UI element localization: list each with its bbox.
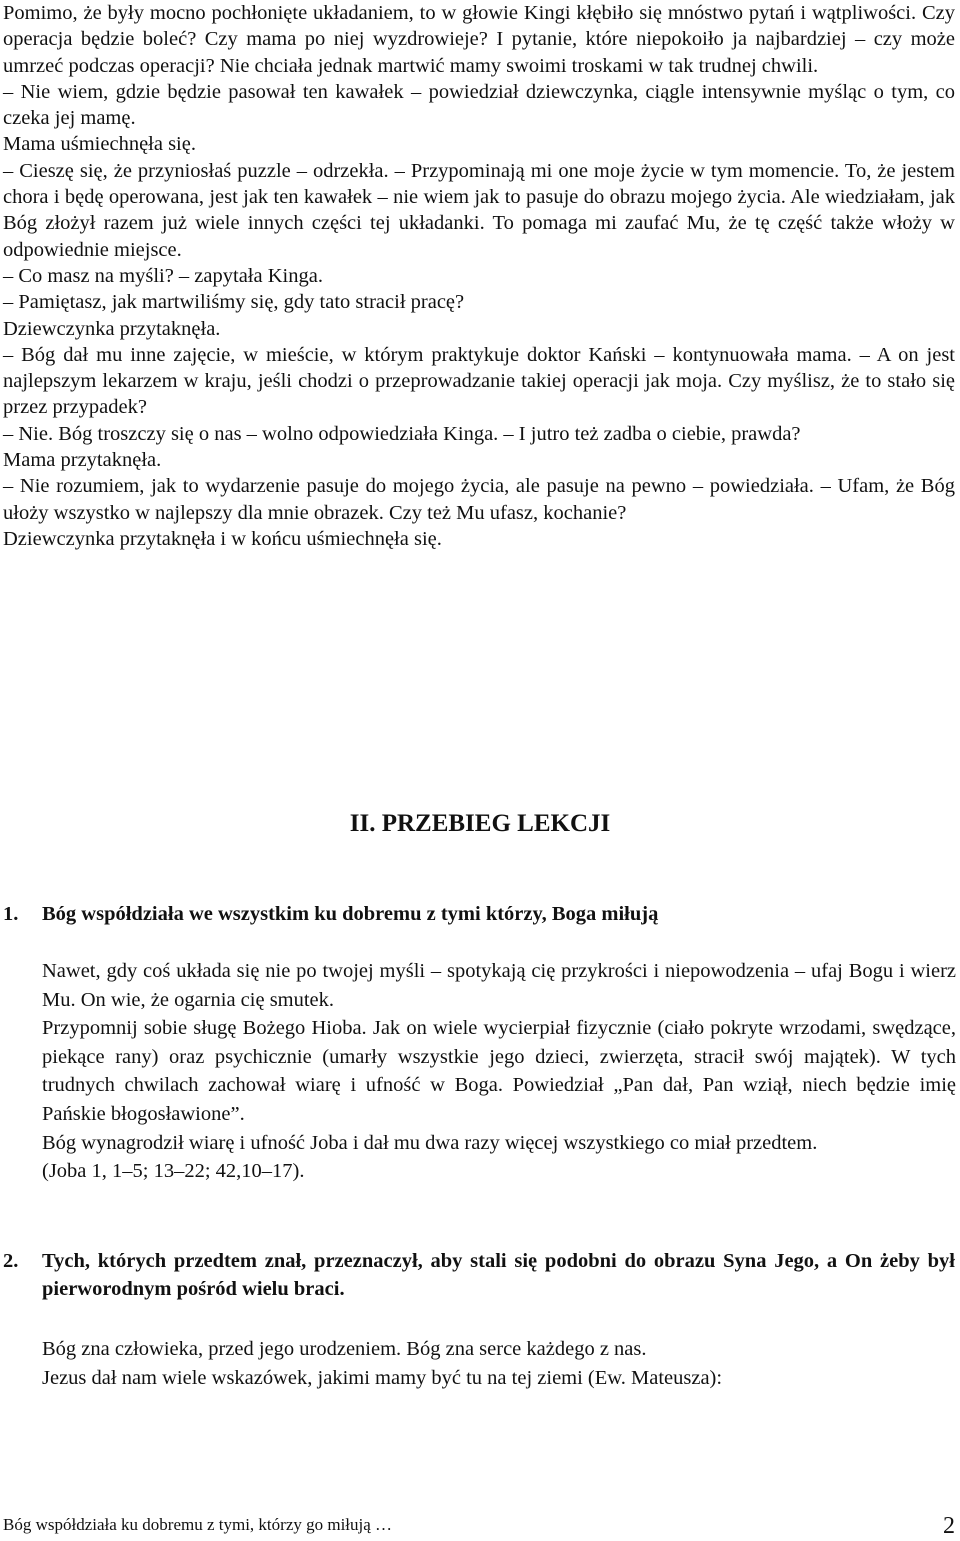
story-paragraph: Pomimo, że były mocno pochłonięte układaniem, to w głowie Kingi kłębiło się mnóstwo pytań i wątpliwości. Czy operacja będzie boleć? Czy mama po niej wyzdrowieje? I pytanie, które niepokoiło ja najbardziej – czy może umrzeć podczas operacji? Nie chciała jednak martwić mamy swoimi troskami w tak trudnej chwili.	[3, 2, 955, 77]
point-heading-1	[3, 900, 955, 928]
story-paragraph: Dziewczynka przytaknęła.	[3, 317, 221, 340]
story-paragraph: Mama przytaknęła.	[3, 449, 162, 472]
point-heading-text: Tych, których przedtem znał, przeznaczył, aby stali się podobni do obrazu Syna Jego, a On żeby był pierworodnym pośród wielu braci.	[42, 1250, 955, 1300]
story-paragraph: – Co masz na myśli? – zapytała Kinga.	[3, 264, 323, 287]
story-text	[3, 0, 955, 552]
point-body-1	[42, 957, 956, 1186]
body-paragraph: Przypomnij sobie sługę Bożego Hioba. Jak on wiele wycierpiał fizycznie (ciało pokryte wrzodami, swędzące, piekące rany) oraz psychicznie (umarły wszystkie jego dzieci, zwierzęta, stracił swój majątek). W tych trudnych chwilach zachował wiarę i ufność w Boga. Powiedział „Pan dał, Pan wziął, niech będzie imię Pańskie błogosławione”.	[42, 1017, 956, 1125]
story-paragraph: – Nie rozumiem, jak to wydarzenie pasuje do mojego życia, ale pasuje na pewno – powiedziała. – Ufam, że Bóg ułoży wszystko w najlepszy dla mnie obrazek. Czy też Mu ufasz, kochanie?	[3, 475, 955, 524]
body-paragraph: (Joba 1, 1–5; 13–22; 42,10–17).	[42, 1160, 305, 1183]
body-paragraph: Bóg wynagrodził wiarę i ufność Joba i dał mu dwa razy więcej wszystkiego co miał przedtem.	[42, 1131, 818, 1154]
point-body-2	[42, 1335, 956, 1392]
footer-running-title: Bóg współdziała ku dobremu z tymi, którzy go miłują …	[3, 1515, 393, 1534]
story-paragraph: – Nie wiem, gdzie będzie pasował ten kawałek – powiedział dziewczynka, ciągle intensywnie myśląc o tym, co czeka jej mamę.	[3, 80, 955, 130]
body-paragraph: Jezus dał nam wiele wskazówek, jakimi mamy być tu na tej ziemi (Ew. Mateusza):	[42, 1366, 723, 1389]
point-heading-text: Bóg współdziała we wszystkim ku dobremu z tymi którzy, Boga miłują	[42, 903, 659, 925]
body-paragraph: Nawet, gdy coś układa się nie po twojej myśli – spotykają cię przykrości i niepowodzenia – ufaj Bogu i wierz Mu. On wie, że ogarnia cię smutek.	[42, 960, 956, 1011]
story-paragraph: Dziewczynka przytaknęła i w końcu uśmiechnęła się.	[3, 527, 442, 550]
story-paragraph: Mama uśmiechnęła się.	[3, 133, 196, 156]
story-paragraph: – Nie. Bóg troszczy się o nas – wolno odpowiedziała Kinga. – I jutro też zadba o ciebie, prawda?	[3, 422, 801, 445]
body-paragraph: Bóg zna człowieka, przed jego urodzeniem. Bóg zna serce każdego z nas.	[42, 1338, 647, 1360]
story-paragraph: – Bóg dał mu inne zajęcie, w mieście, w którym praktykuje doktor Kański – kontynuowała mama. – A on jest najlepszym lekarzem w kraju, jeśli chodzi o przeprowadzanie takiej operacji jak moja. Czy myślisz, że to stało się przez przypadek?	[3, 343, 955, 419]
page-number: 2	[943, 1513, 955, 1539]
point-number: 2.	[3, 1250, 19, 1272]
story-paragraph: – Pamiętasz, jak martwiliśmy się, gdy tato stracił pracę?	[3, 291, 465, 314]
point-number: 1.	[3, 903, 19, 925]
story-paragraph: – Cieszę się, że przyniosłaś puzzle – odrzekła. – Przypominają mi one moje życie w tym momencie. To, że jestem chora i będę operowana, jest jak ten kawałek – nie wiem jak to pasuje do obrazu mojego życia. Ale wiedziałam, jak Bóg złożył razem już wiele innych części tej układanki. To pomaga mi zaufać Mu, że tę część także włoży w odpowiednie miejsce.	[3, 159, 955, 261]
section-title: II. PRZEBIEG LEKCJI	[349, 810, 611, 837]
point-heading-2	[3, 1247, 955, 1303]
